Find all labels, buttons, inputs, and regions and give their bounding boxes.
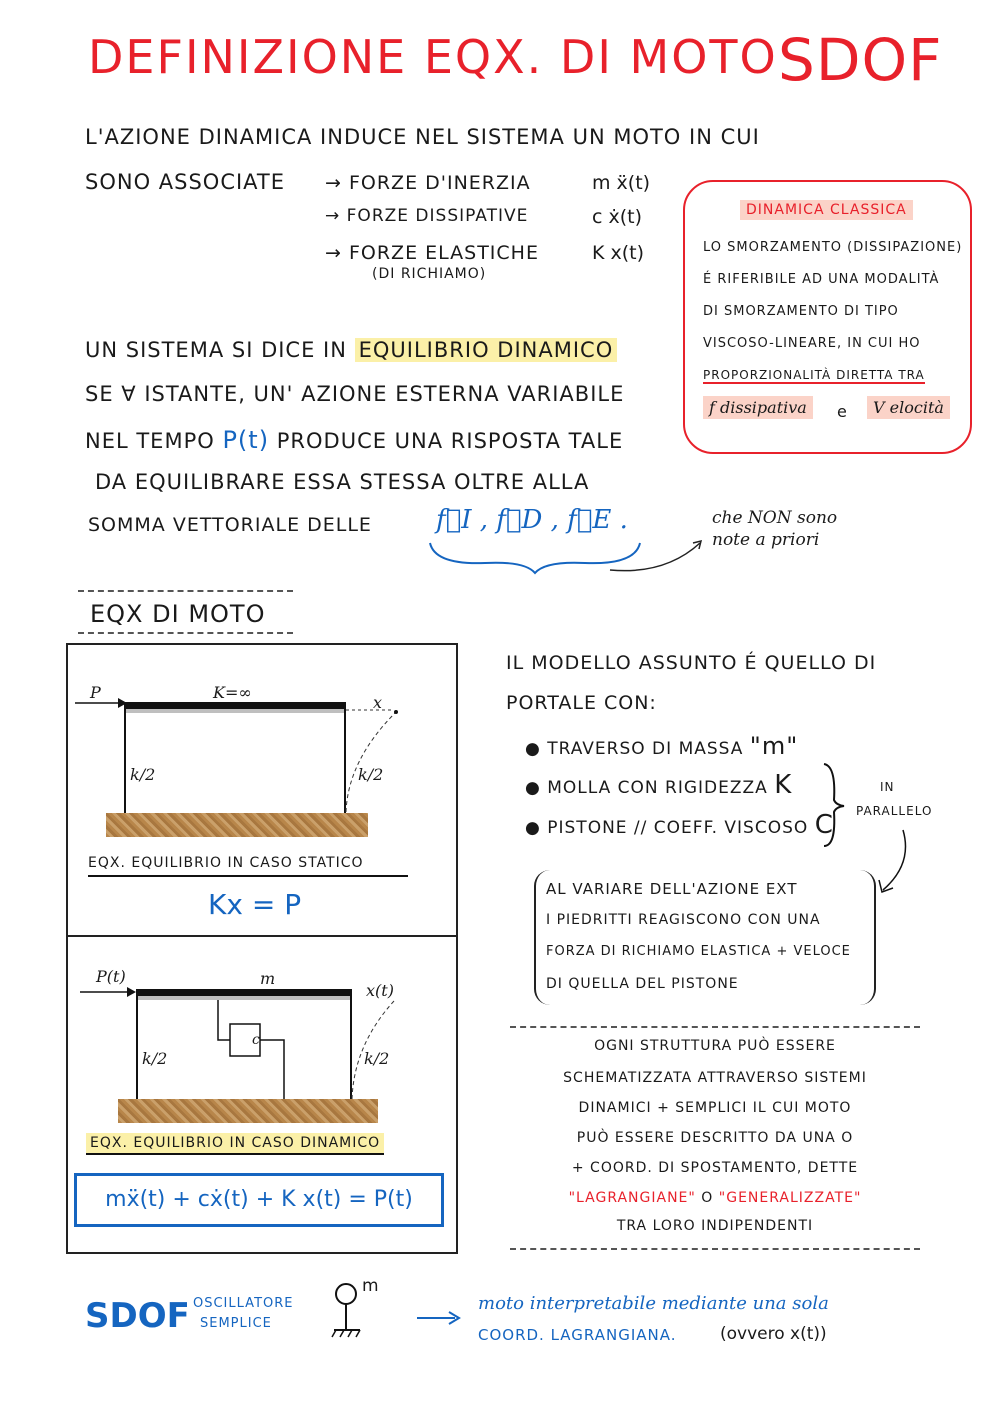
k-infinity-label: K=∞: [213, 683, 252, 702]
classic-line-5: PROPORZIONALITÀ DIRETTA TRA: [703, 368, 925, 382]
force-elastic-expr: K x(t): [592, 242, 645, 264]
static-equation: Kx = P: [208, 888, 302, 921]
ground: [118, 1099, 378, 1123]
lagrangiane-term: "LAGRANGIANE": [568, 1190, 696, 1206]
left-column: [124, 702, 126, 814]
reaction-box: [534, 870, 876, 1005]
sdof-label: SDOF: [85, 1296, 190, 1336]
arrow-right-icon: [415, 1308, 465, 1328]
displacement-xt-label: x(t): [366, 981, 394, 1000]
static-frame-figure: [66, 643, 458, 937]
dynamic-frame-figure: [66, 935, 458, 1254]
model-line-2: PORTALE CON:: [506, 692, 657, 714]
model-item-traverso: ● TRAVERSO DI MASSA "m": [525, 732, 799, 760]
equilibrium-line-3: NEL TEMPO P(t) PRODUCE UNA RISPOSTA TALE: [85, 426, 624, 454]
model-line-1: IL MODELLO ASSUNTO É QUELLO DI: [506, 652, 877, 674]
bullet-icon: ●: [525, 818, 548, 838]
page-title: DEFINIZIONE EQX. DI MOTO: [88, 30, 778, 84]
sdof-desc-2: COORD. LAGRANGIANA.: [478, 1326, 677, 1344]
curved-arrow-icon: [875, 828, 915, 898]
structure-line-3: DINAMICI + SEMPLICI IL CUI MOTO: [578, 1100, 852, 1116]
force-elastic-sub: (DI RICHIAMO): [372, 266, 487, 282]
velocita-label: V elocità: [867, 398, 950, 417]
classic-dynamics-box: [683, 180, 972, 454]
arrow-right-icon: →: [325, 172, 349, 194]
damper-icon: [208, 1000, 298, 1105]
ground: [106, 813, 368, 837]
static-caption: EQX. EQUILIBRIO IN CASO STATICO: [88, 855, 408, 877]
structure-line-4: PUÒ ESSERE DESCRITTO DA UNA O: [576, 1130, 854, 1146]
force-dissipative: → FORZE DISSIPATIVE: [325, 206, 529, 226]
bullet-icon: ●: [525, 739, 548, 759]
classic-and: e: [837, 402, 847, 421]
divider: [510, 1248, 920, 1250]
damper-c-label: c: [252, 1032, 260, 1048]
divider: [510, 1026, 920, 1028]
sdof-title: SDOF: [778, 26, 943, 94]
model-item-molla: ● MOLLA CON RIGIDEZZA K: [525, 770, 793, 800]
force-dissipative-expr: c ẋ(t): [592, 206, 643, 228]
force-inertia-expr: m ẍ(t): [592, 172, 651, 194]
displacement-x-label: x: [373, 693, 383, 712]
stiffness-right-label: k/2: [358, 765, 384, 784]
brace-arrow-icon: [425, 535, 715, 585]
in-label: IN: [880, 780, 895, 794]
structure-line-2: SCHEMATIZZATA ATTRAVERSO SISTEMI: [563, 1070, 867, 1086]
force-elastic: → FORZE ELASTICHE: [325, 242, 539, 264]
stiffness-right-label: k/2: [364, 1049, 390, 1068]
note-line-2: note a priori: [712, 530, 820, 550]
parallelo-label: PARALLELO: [856, 804, 933, 818]
reaction-line-1: AL VARIARE DELL'AZIONE EXT: [546, 880, 798, 898]
structure-line-7: TRA LORO INDIPENDENTI: [616, 1218, 814, 1234]
sdof-sub-2: SEMPLICE: [200, 1316, 272, 1331]
classic-line-1: LO SMORZAMENTO (DISSIPAZIONE): [703, 240, 963, 255]
divider: [78, 632, 293, 634]
intro-line-1: L'AZIONE DINAMICA INDUCE NEL SISTEMA UN MOTO IN CUI: [85, 125, 760, 149]
reaction-line-4: DI QUELLA DEL PISTONE: [546, 976, 739, 992]
force-inertia: → FORZE D'INERZIA: [325, 172, 531, 194]
deformed-column-icon: [338, 700, 408, 820]
beam-shadow: [124, 709, 346, 713]
stiffness-left-label: k/2: [142, 1049, 168, 1068]
intro-line-2: SONO ASSOCIATE: [85, 170, 286, 194]
structure-line-5: + COORD. DI SPOSTAMENTO, DETTE: [571, 1160, 859, 1176]
structure-line-1: OGNI STRUTTURA PUÒ ESSERE: [594, 1038, 836, 1054]
sdof-desc-3: (ovvero x(t)): [720, 1324, 827, 1344]
left-column: [136, 989, 138, 1101]
oscillator-icon: [328, 1280, 388, 1340]
dynamic-equation: mẍ(t) + cẋ(t) + K x(t) = P(t): [74, 1173, 444, 1227]
section-eqx-title: EQX DI MOTO: [90, 600, 266, 628]
arrow-right-icon: →: [325, 206, 347, 226]
f-dissipativa-label: f dissipativa: [703, 398, 813, 417]
classic-line-4: VISCOSO-LINEARE, IN CUI HO: [703, 336, 921, 351]
beam: [136, 989, 352, 996]
arrow-right-icon: [78, 982, 143, 1002]
force-p-label: P: [90, 683, 101, 702]
equilibrium-line-1: UN SISTEMA SI DICE IN EQUILIBRIO DINAMICO: [85, 338, 617, 362]
dynamic-caption: EQX. EQUILIBRIO IN CASO DINAMICO: [86, 1133, 384, 1155]
generalizzate-term: "GENERALIZZATE": [718, 1190, 862, 1206]
mass-label: m: [260, 969, 276, 988]
equilibrium-line-4: DA EQUILIBRARE ESSA STESSA OLTRE ALLA: [95, 470, 590, 494]
note-line-1: che NON sono: [712, 508, 838, 528]
arrow-right-icon: →: [325, 242, 349, 264]
stiffness-left-label: k/2: [130, 765, 156, 784]
structure-line-6: "LAGRANGIANE" O "GENERALIZZATE": [568, 1190, 862, 1206]
reaction-line-3: FORZA DI RICHIAMO ELASTICA + VELOCE: [546, 944, 851, 959]
sdof-sub-1: OSCILLATORE: [193, 1296, 294, 1311]
reaction-line-2: I PIEDRITTI REAGISCONO CON UNA: [546, 912, 821, 928]
force-vectors: f⃗I , f⃗D , f⃗E .: [436, 505, 628, 535]
model-item-pistone: ● PISTONE // COEFF. VISCOSO C: [525, 810, 834, 840]
oscillator-mass-label: m: [362, 1276, 379, 1296]
equilibrio-dinamico-highlight: EQUILIBRIO DINAMICO: [355, 338, 618, 362]
beam: [124, 702, 346, 709]
bullet-icon: ●: [525, 778, 548, 798]
classic-line-2: É RIFERIBILE AD UNA MODALITÀ: [703, 272, 940, 287]
sdof-desc-1: moto interpretabile mediante una sola: [478, 1293, 829, 1314]
classic-line-3: DI SMORZAMENTO DI TIPO: [703, 304, 899, 319]
brace-icon: [820, 760, 850, 850]
equilibrium-line-5: SOMMA VETTORIALE DELLE: [88, 514, 372, 536]
classic-box-title: DINAMICA CLASSICA: [740, 202, 913, 218]
divider: [78, 590, 293, 592]
force-pt-label: P(t): [96, 967, 126, 986]
equilibrium-line-2: SE ∀ ISTANTE, UN' AZIONE ESTERNA VARIABILE: [85, 382, 625, 406]
